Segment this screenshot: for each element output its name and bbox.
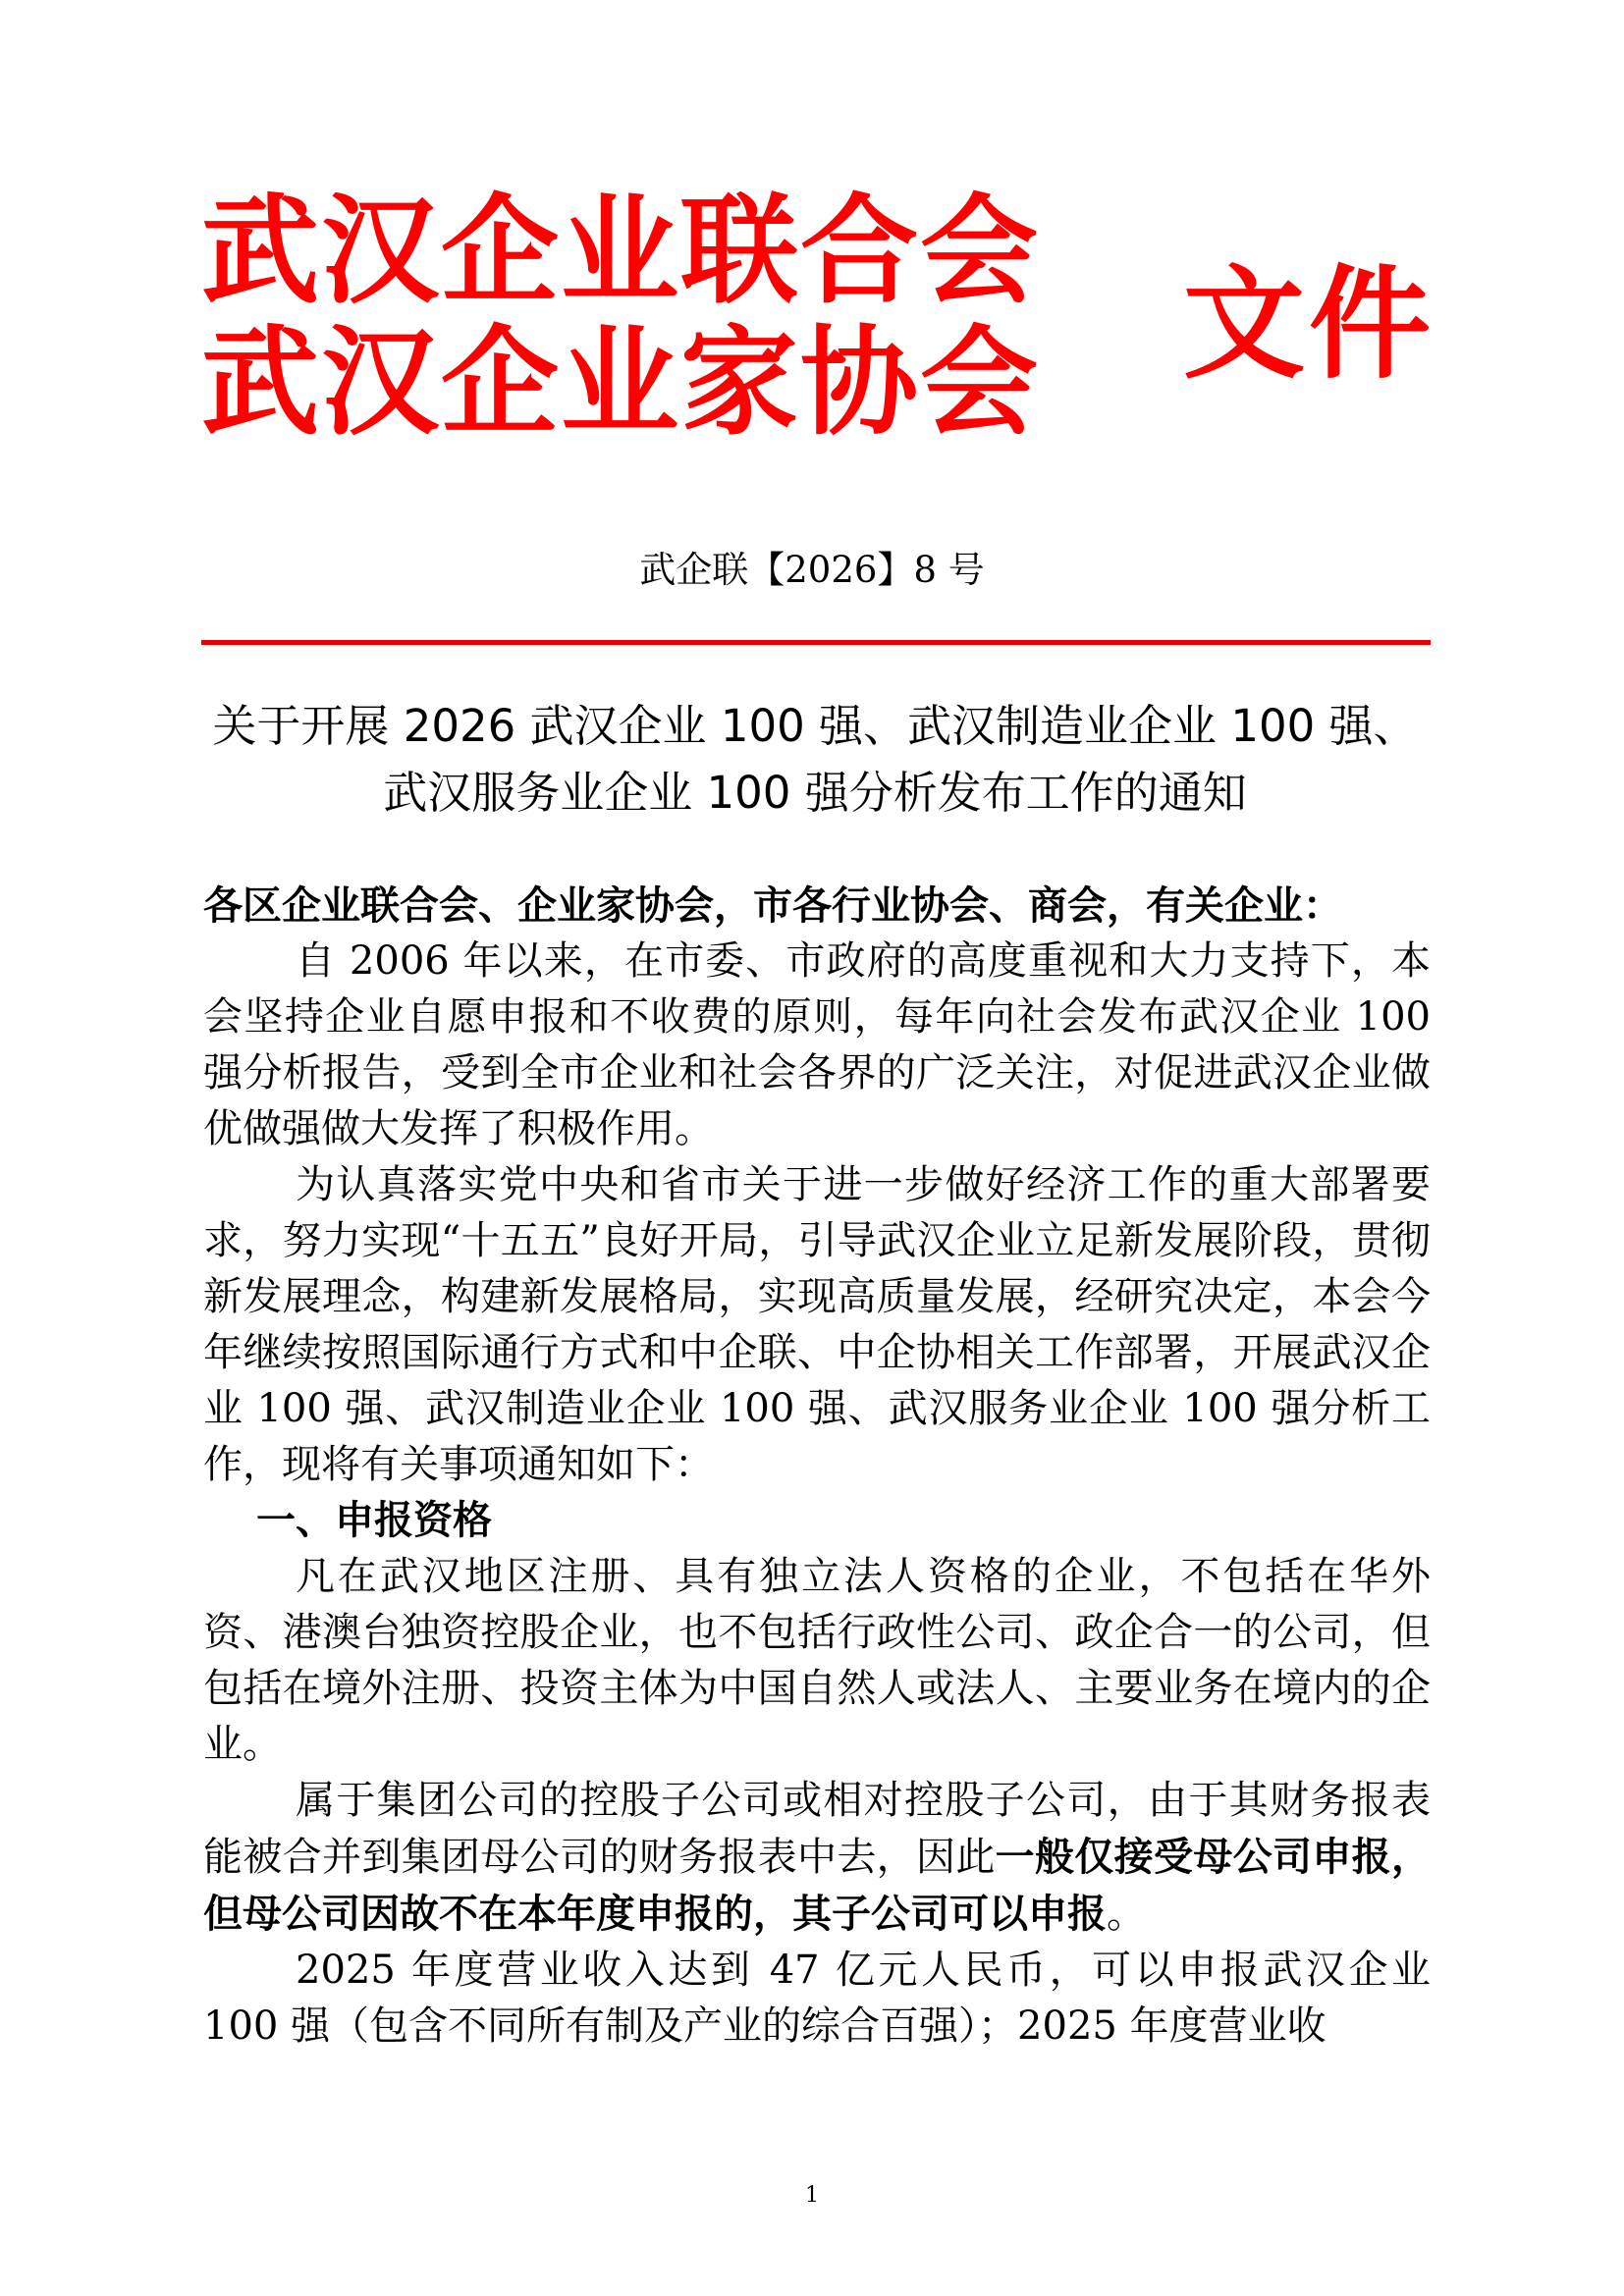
- page-number: 1: [805, 2183, 819, 2208]
- subsidiaries-end: 。: [1107, 1892, 1146, 1937]
- title-line-1: 关于开展 2026 武汉企业 100 强、武汉制造业企业 100 强、: [212, 700, 1418, 752]
- salutation: 各区企业联合会、企业家协会，市各行业协会、商会，有关企业：: [203, 882, 1342, 929]
- paragraph-revenue-threshold: 2025 年度营业收入达到 47 亿元人民币，可以申报武汉企业 100 强（包含不同所有制及产业的综合百强）；2025 年度营业收: [203, 1948, 1431, 2049]
- org-name-federation: 武汉企业联合会: [201, 184, 1040, 320]
- document-type-label: 文件: [1183, 253, 1435, 396]
- paragraph-decision: 为认真落实党中央和省市关于进一步做好经济工作的重大部署要求，努力实现“十五五”良好开局，引导武汉企业立足新发展阶段，贯彻新发展理念，构建新发展格局，实现高质量发展，经研究决定，本会今年继续按照国际通行方式和中企联、中企协相关工作部署，开展武汉企业 100 强、武汉制造业企业 100 强、武汉服务业企业 100 强分析工作，现将有关事项通知如下：: [203, 1162, 1431, 1487]
- paragraph-background: 自 2006 年以来，在市委、市政府的高度重视和大力支持下，本会坚持企业自愿申报和不收费的原则，每年向社会发布武汉企业 100 强分析报告，受到全市企业和社会各界的广泛关注，对促进武汉企业做优做强做大发挥了积极作用。: [203, 938, 1431, 1151]
- document-body: [203, 878, 1431, 2055]
- org-name-entrepreneurs-association: 武汉企业家协会: [201, 315, 1040, 452]
- subsidiaries-emphasis: 一般仅接受母公司申报，但母公司因故不在本年度申报的，其子公司可以申报: [203, 1834, 1432, 1937]
- subsidiaries-text: 属于集团公司的控股子公司或相对控股子公司，由于其财务报表能被合并到集团母公司的财务报表中去，因此: [203, 1778, 1431, 1880]
- title-line-2: 武汉服务业企业 100 强分析发布工作的通知: [383, 767, 1247, 819]
- document-number: 武企联【2026】8 号: [639, 549, 985, 591]
- paragraph-subsidiaries: [203, 1773, 1431, 1943]
- document-title: [187, 693, 1443, 827]
- section-heading-eligibility: 一、申报资格: [256, 1498, 492, 1543]
- red-divider-line: [201, 640, 1431, 645]
- issuing-organizations: [201, 184, 1144, 452]
- paragraph-eligibility: 凡在武汉地区注册、具有独立法人资格的企业，不包括在华外资、港澳台独资控股企业，也不包括行政性公司、政企合一的公司，但包括在境外注册、投资主体为中国自然人或法人、主要业务在境内的企业。: [203, 1554, 1431, 1767]
